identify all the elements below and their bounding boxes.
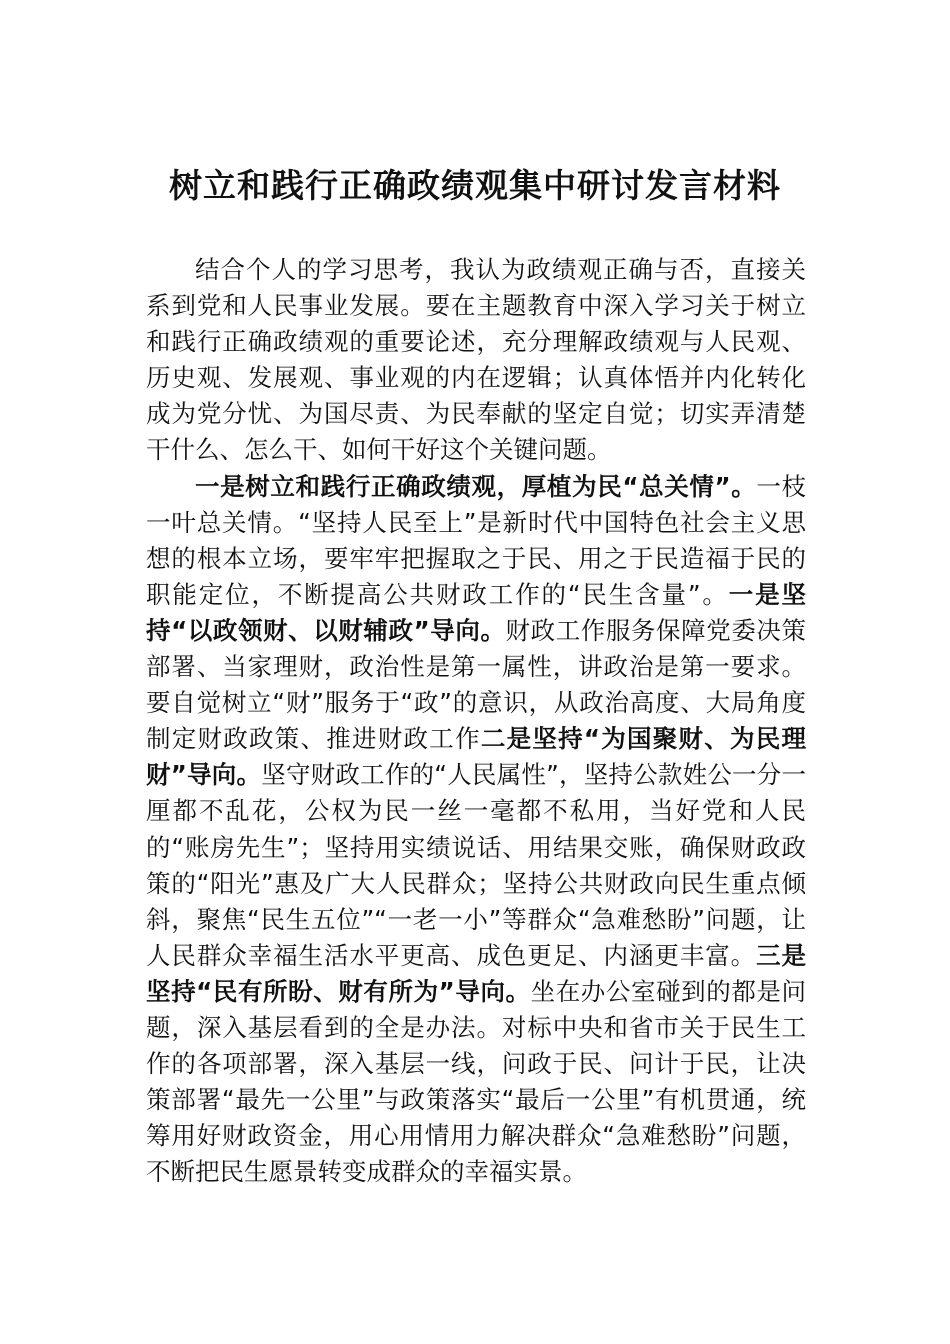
intro-paragraph: 结合个人的学习思考，我认为政绩观正确与否，直接关系到党和人民事业发展。要在主题教育中深入学习关于树立和践行正确政绩观的重要论述，充分理解政绩观与人民观、历史观、发展观、事业观的内在逻辑；认真体悟并内化转化成为党分忧、为国尽责、为民奉献的坚定自觉；切实弄清楚干什么、怎么干、如何干好这个关键问题。 (146, 255, 806, 465)
point-three-heading: 三是坚持“民有所盼、财有所为”导向。 (146, 940, 806, 1006)
point-three-text: 坐在办公室碰到的都是问题，深入基层看到的全是办法。对标中央和省市关于民生工作的各项部署，深入基层一线，问政于民、问计于民，让决策部署“最先一公里”与政策落实“最后一公里”有机贯通，统筹用好财政资金，用心用情用力解决群众“急难愁盼”问题，不断把民生愿景转变成群众的幸福实景。 (146, 976, 807, 1187)
section-one-paragraph (146, 469, 806, 1191)
section-one-heading: 一是树立和践行正确政绩观，厚植为民“总关情”。 (195, 471, 757, 501)
point-two-heading: 二是坚持“为国聚财、为民理财”导向。 (146, 724, 806, 790)
point-one-text: 财政工作服务保障党委决策部署、当家理财，政治性是第一属性，讲政治是第一要求。要自觉树立“财”服务于“政”的意识，从政治高度、大局角度制定财政政策、推进财政工作 (146, 615, 807, 754)
point-two-text: 坚守财政工作的“人民属性”，坚持公款姓公一分一厘都不乱花，公权为民一丝一毫都不私用，当好党和人民的“账房先生”；坚持用实绩说话、用结果交账，确保财政政策的“阳光”惠及广大人民群众；坚持公共财政向民生重点倾斜，聚焦“民生五位”“一老一小”等群众“急难愁盼”问题，让人民群众幸福生活水平更高、成色更足、内涵更丰富。 (146, 760, 806, 970)
point-one-heading: 一是坚持“以政领财、以财辅政”导向。 (146, 579, 806, 645)
section-one-text-1: 一枝一叶总关情。“坚持人民至上”是新时代中国特色社会主义思想的根本立场，要牢牢把握取之于民、用之于民造福于民的职能定位，不断提高公共财政工作的“民生含量”。 (146, 471, 807, 609)
document-title: 树立和践行正确政绩观集中研讨发言材料 (169, 166, 781, 205)
document-body (146, 252, 806, 1190)
